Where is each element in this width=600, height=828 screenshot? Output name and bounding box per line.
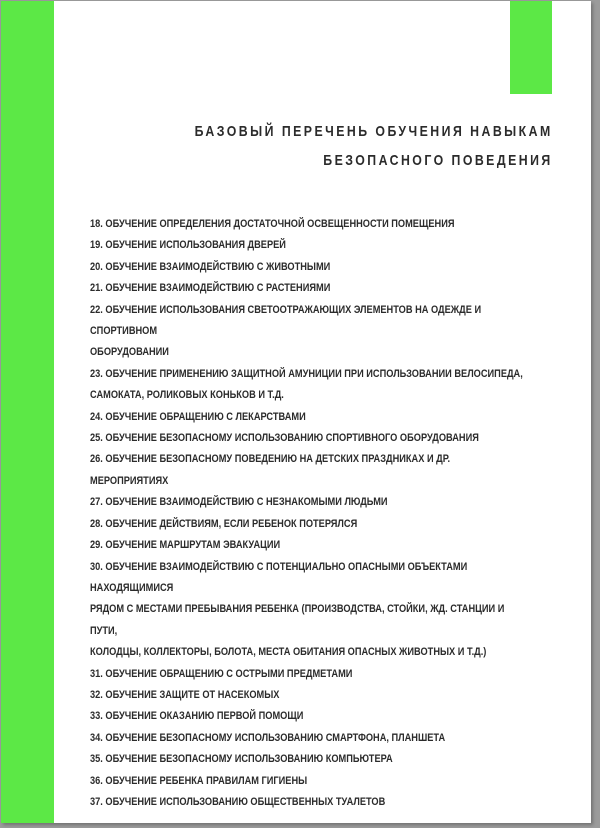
- list-item: 20. ОБУЧЕНИЕ ВЗАИМОДЕЙСТВИЮ С ЖИВОТНЫМИ: [90, 260, 331, 273]
- title-line-2: БЕЗОПАСНОГО ПОВЕДЕНИЯ: [323, 152, 553, 169]
- list-item-continuation: РЯДОМ С МЕСТАМИ ПРЕБЫВАНИЯ РЕБЕНКА (ПРОИЗВОДСТВА, СТОЙКИ, ЖД. СТАНЦИИ И ПУТИ,: [90, 603, 505, 637]
- list-item: 36. ОБУЧЕНИЕ РЕБЕНКА ПРАВИЛАМ ГИГИЕНЫ: [90, 774, 308, 787]
- list-item: 33. ОБУЧЕНИЕ ОКАЗАНИЮ ПЕРВОЙ ПОМОЩИ: [90, 710, 304, 723]
- top-right-accent-tab: [510, 1, 552, 94]
- list-item: 31. ОБУЧЕНИЕ ОБРАЩЕНИЮ С ОСТРЫМИ ПРЕДМЕТАМИ: [90, 667, 353, 680]
- list-item: 26. ОБУЧЕНИЕ БЕЗОПАСНОМУ ПОВЕДЕНИЮ НА ДЕТСКИХ ПРАЗДНИКАХ И ДР. МЕРОПРИЯТИЯХ: [90, 453, 451, 487]
- list-item-continuation: КОЛОДЦЫ, КОЛЛЕКТОРЫ, БОЛОТА, МЕСТА ОБИТАНИЯ ОПАСНЫХ ЖИВОТНЫХ И Т.Д.): [90, 646, 487, 659]
- list-item: 30. ОБУЧЕНИЕ ВЗАИМОДЕЙСТВИЮ С ПОТЕНЦИАЛЬНО ОПАСНЫМИ ОБЪЕКТАМИ НАХОДЯЩИМИСЯ: [90, 560, 468, 594]
- title-line-1: БАЗОВЫЙ ПЕРЕЧЕНЬ ОБУЧЕНИЯ НАВЫКАМ: [194, 123, 553, 140]
- list-item: 27. ОБУЧЕНИЕ ВЗАИМОДЕЙСТВИЮ С НЕЗНАКОМЫМИ ЛЮДЬМИ: [90, 496, 388, 509]
- list-item: 34. ОБУЧЕНИЕ БЕЗОПАСНОМУ ИСПОЛЬЗОВАНИЮ СМАРТФОНА, ПЛАНШЕТА: [90, 731, 446, 744]
- list-item: 19. ОБУЧЕНИЕ ИСПОЛЬЗОВАНИЯ ДВЕРЕЙ: [90, 239, 286, 252]
- list-item: 25. ОБУЧЕНИЕ БЕЗОПАСНОМУ ИСПОЛЬЗОВАНИЮ СПОРТИВНОГО ОБОРУДОВАНИЯ: [90, 432, 479, 445]
- page-title: [195, 117, 553, 175]
- list-item: 24. ОБУЧЕНИЕ ОБРАЩЕНИЮ С ЛЕКАРСТВАМИ: [90, 410, 306, 423]
- list-item: 32. ОБУЧЕНИЕ ЗАЩИТЕ ОТ НАСЕКОМЫХ: [90, 688, 280, 701]
- left-accent-bar: [1, 1, 54, 823]
- list-item: 29. ОБУЧЕНИЕ МАРШРУТАМ ЭВАКУАЦИИ: [90, 539, 281, 552]
- document-page: [1, 1, 591, 823]
- list-item: 37. ОБУЧЕНИЕ ИСПОЛЬЗОВАНИЮ ОБЩЕСТВЕННЫХ ТУАЛЕТОВ: [90, 795, 386, 808]
- list-item: 22. ОБУЧЕНИЕ ИСПОЛЬЗОВАНИЯ СВЕТООТРАЖАЮЩИХ ЭЛЕМЕНТОВ НА ОДЕЖДЕ И СПОРТИВНОМ: [90, 303, 482, 338]
- list-item: 23. ОБУЧЕНИЕ ПРИМЕНЕНИЮ ЗАЩИТНОЙ АМУНИЦИИ ПРИ ИСПОЛЬЗОВАНИИ ВЕЛОСИПЕДА,: [90, 367, 523, 380]
- list-item-continuation: ОБОРУДОВАНИИ: [90, 346, 169, 359]
- list-item-continuation: САМОКАТА, РОЛИКОВЫХ КОНЬКОВ И Т.Д.: [90, 389, 284, 402]
- list-item: 35. ОБУЧЕНИЕ БЕЗОПАСНОМУ ИСПОЛЬЗОВАНИЮ КОМПЬЮТЕРА: [90, 753, 393, 766]
- list-item: 21. ОБУЧЕНИЕ ВЗАИМОДЕЙСТВИЮ С РАСТЕНИЯМИ: [90, 282, 331, 295]
- list-item: 28. ОБУЧЕНИЕ ДЕЙСТВИЯМ, ЕСЛИ РЕБЕНОК ПОТЕРЯЛСЯ: [90, 517, 358, 530]
- skills-list: [90, 214, 527, 813]
- list-item: 18. ОБУЧЕНИЕ ОПРЕДЕЛЕНИЯ ДОСТАТОЧНОЙ ОСВЕЩЕННОСТИ ПОМЕЩЕНИЯ: [90, 218, 455, 230]
